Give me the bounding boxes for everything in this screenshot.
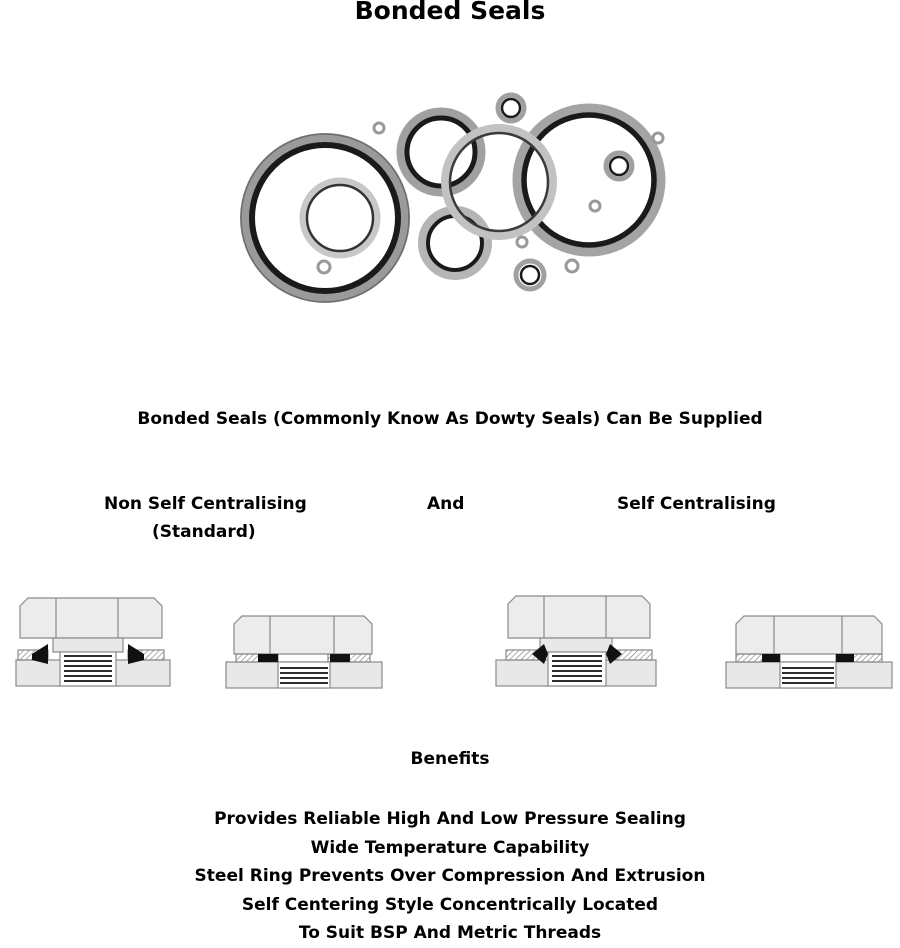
intro-text: Bonded Seals (Commonly Know As Dowty Seals) Can Be Supplied: [137, 409, 763, 429]
benefit-item: Provides Reliable High And Low Pressure Sealing: [214, 809, 686, 829]
benefit-item: Steel Ring Prevents Over Compression And Extrusion: [194, 866, 706, 886]
seal-ring: [422, 210, 488, 276]
bonded-seals-photo: [0, 70, 900, 390]
self-centralising-label: Self Centralising: [617, 494, 776, 514]
seal-ring: [517, 108, 661, 252]
non-self-centralising-label: Non Self Centralising: [104, 494, 307, 514]
benefits-heading: Benefits: [410, 749, 490, 769]
seal-diagram-non-self-compressed: [222, 612, 387, 692]
page-title: Bonded Seals: [354, 0, 546, 25]
standard-label: (Standard): [152, 522, 256, 542]
and-label: And: [427, 494, 465, 514]
seal-diagram-non-self-uncompressed: [8, 592, 178, 692]
benefit-item: Self Centering Style Concentrically Located: [241, 894, 659, 915]
benefit-item: Wide Temperature Capability: [310, 837, 590, 858]
seal-ring: [401, 112, 481, 192]
seal-diagram-self-compressed: [724, 612, 896, 692]
seal-diagram-self-uncompressed: [492, 592, 662, 692]
benefits-list: [0, 805, 900, 948]
seal-ring: [303, 181, 377, 255]
benefit-item: To Suit BSP And Metric Threads: [298, 923, 602, 943]
